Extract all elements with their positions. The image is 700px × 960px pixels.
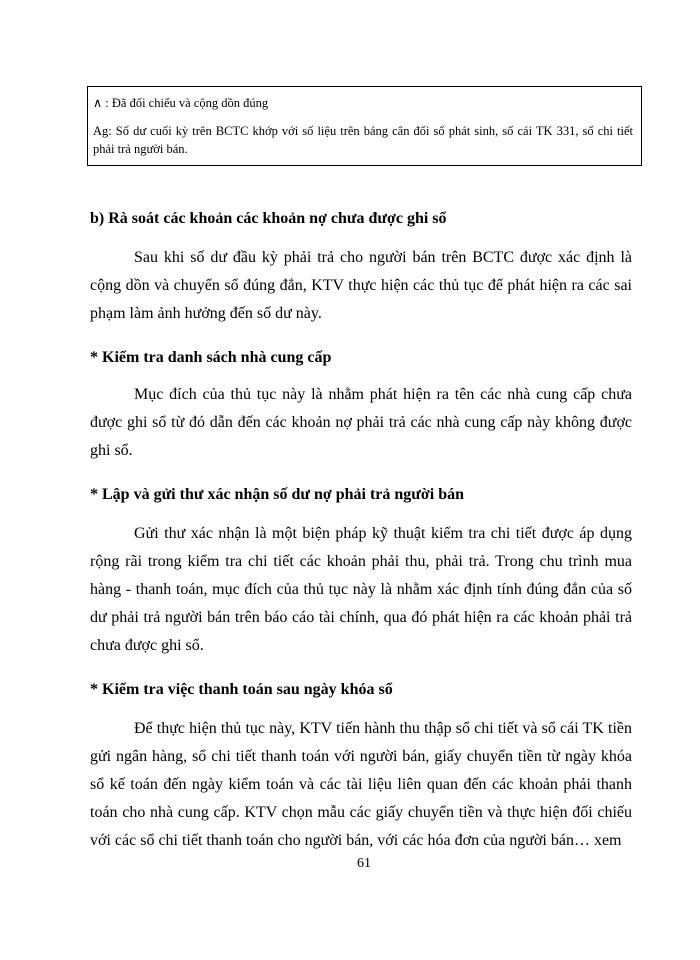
subsection-paragraph-payment-check: Để thực hiện thủ tục này, KTV tiến hành thu thập sổ chi tiết và sổ cái TK tiền gửi ngân hàng, sổ chi tiết thanh toán với người bán, giấy chuyển tiền từ ngày khóa sổ kế toán đến ngày kiểm toán và các tài liệu liên quan đến các khoản phải thanh toán cho nhà cung cấp. KTV chọn mẫu các giấy chuyển tiền và thực hiện đối chiếu với các sổ chi tiết thanh toán cho người bán, với các hóa đơn của người bán… xem — [90, 720, 632, 849]
document-body — [90, 206, 632, 855]
subsection-heading-supplier-list: * Kiểm tra danh sách nhà cung cấp — [90, 349, 332, 366]
legend-box — [87, 86, 642, 166]
subsection-paragraph-confirmation-letter: Gửi thư xác nhận là một biện pháp kỹ thuật kiểm tra chi tiết được áp dụng rộng rãi trong kiểm tra chi tiết các khoản phải thu, phải trả. Trong chu trình mua hàng - thanh toán, mục đích của thủ tục này là nhằm xác định tính đúng đắn của số dư phải trả người bán trên báo cáo tài chính, qua đó phát hiện ra các khoản phải trả chưa được ghi sổ. — [90, 525, 632, 654]
section-heading-b: b) Rà soát các khoản các khoản nợ chưa được ghi sổ — [90, 210, 447, 227]
subsection-heading-confirmation-letter: * Lập và gửi thư xác nhận số dư nợ phải trả người bán — [90, 486, 464, 503]
subsection-paragraph-supplier-list: Mục đích của thủ tục này là nhằm phát hiện ra tên các nhà cung cấp chưa được ghi sổ từ đó dẫn đến các khoản nợ phải trả các nhà cung cấp này không được ghi sổ. — [90, 386, 632, 459]
subsection-heading-payment-check: * Kiểm tra việc thanh toán sau ngày khóa sổ — [90, 681, 393, 698]
legend-line-ag: Ag: Số dư cuối kỳ trên BCTC khớp với số liệu trên bảng cân đối số phát sinh, sổ cái TK 331, sổ chi tiết phải trả người bán. — [93, 124, 633, 156]
legend-line-check: ∧ : Đã đối chiếu và cộng dồn đúng — [93, 96, 269, 110]
section-b-paragraph: Sau khi số dư đầu kỳ phải trả cho người bán trên BCTC được xác định là cộng dồn và chuyển sổ đúng đắn, KTV thực hiện các thủ tục để phát hiện ra các sai phạm làm ảnh hưởng đến số dư này. — [90, 249, 632, 322]
page-number: 61 — [357, 856, 371, 871]
